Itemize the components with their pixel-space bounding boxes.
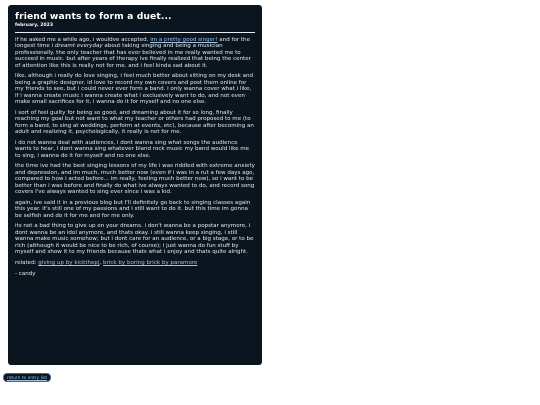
paragraph: like, although i really do love singing, i feel much better about sitting on my desk and being a graphic designer. id love to record my own covers and post them online for my friends to see, but i could never ever form a band. i only wanna cover what i like, if i wanna create music i wanna create what i exclusively want to do, and not even make small sacrifices for it, i wanna do it for myself and no one else. [15, 73, 254, 106]
emphasis-text: dreamt everyday [54, 43, 103, 50]
return-to-entry-list-button[interactable]: return to entry list [3, 373, 51, 382]
related-separator: , [99, 259, 104, 266]
paragraph-text: and for the longest time i [15, 37, 250, 50]
signature: - candy [15, 270, 36, 277]
related-link-brick[interactable]: brick by boring brick by paramore [103, 259, 198, 266]
paragraph-text: if he asked me a while ago, i wouldve accepted. [15, 37, 151, 43]
paragraph-text: about taking singing and being a musician professionally. the only teacher that has ever believed in me really wanted me to succeed in music. but after years of therapy ive finally realized that being the center of attention like this is really not for me. and i feel kinda sad about it. [15, 43, 251, 69]
paragraph: i do not wanna deal with audiences, i dont wanna sing what songs the audience wants to hear, i dont wanna sing whatever bland rock music my band would like me to sing, i wanna do it for myself and no one else. [15, 139, 250, 159]
paragraph [15, 37, 255, 69]
entry-date: february, 2023 [15, 23, 54, 28]
divider [15, 32, 255, 33]
singer-link[interactable]: im a pretty good singer! [150, 37, 218, 43]
paragraph: the time ive had the best singing lessons of my life i was riddled with extreme anxiety and depression, and im much, much better now (even if i was in a rut a few days ago, compared to how i acted before... im really, feeling much better now), so i want to be better than i was before and finally do what ive always wanted to do, and record song covers I've always wanted to sing ever since i was a kid. [15, 163, 255, 196]
paragraph: its not a bad thing to give up on your dreams. i don't wanna be a popstar anymore, i dont wanna be an idol anymore, and thats okay. i still wanna keep singing, i still wanna make music somehow; but i dont care for an audience, or a big stage, or to be rich (although it would be nice to be rich, of course); i just wanna do fun stuff by myself and show it to my friends because thats what i enjoy and thats quite alright. [15, 223, 254, 256]
related-link-giving-up[interactable]: giving up by kickthepj [38, 259, 100, 266]
paragraph: i sort of feel guilty for being so good, and dreaming about it for so long, finally reaching my goal but not want to what my teacher or others had proposed to me (to form a band, to sing at weddings, perform at events, etc), because after becoming an adult and realizing it, psychologically, it really is not for me. [15, 109, 254, 136]
entry-body [15, 37, 255, 277]
related-label: related: [15, 259, 39, 266]
related-links [15, 260, 255, 266]
blog-entry-card [8, 5, 262, 365]
paragraph: again, ive said it in a previous blog but I'll definitely go back to singing classes again this year. it's still one of my passions and i still want to do it. but this time im gonna be selfish and do it for me and for me only. [15, 199, 251, 219]
entry-title: friend wants to form a duet... [15, 11, 172, 22]
